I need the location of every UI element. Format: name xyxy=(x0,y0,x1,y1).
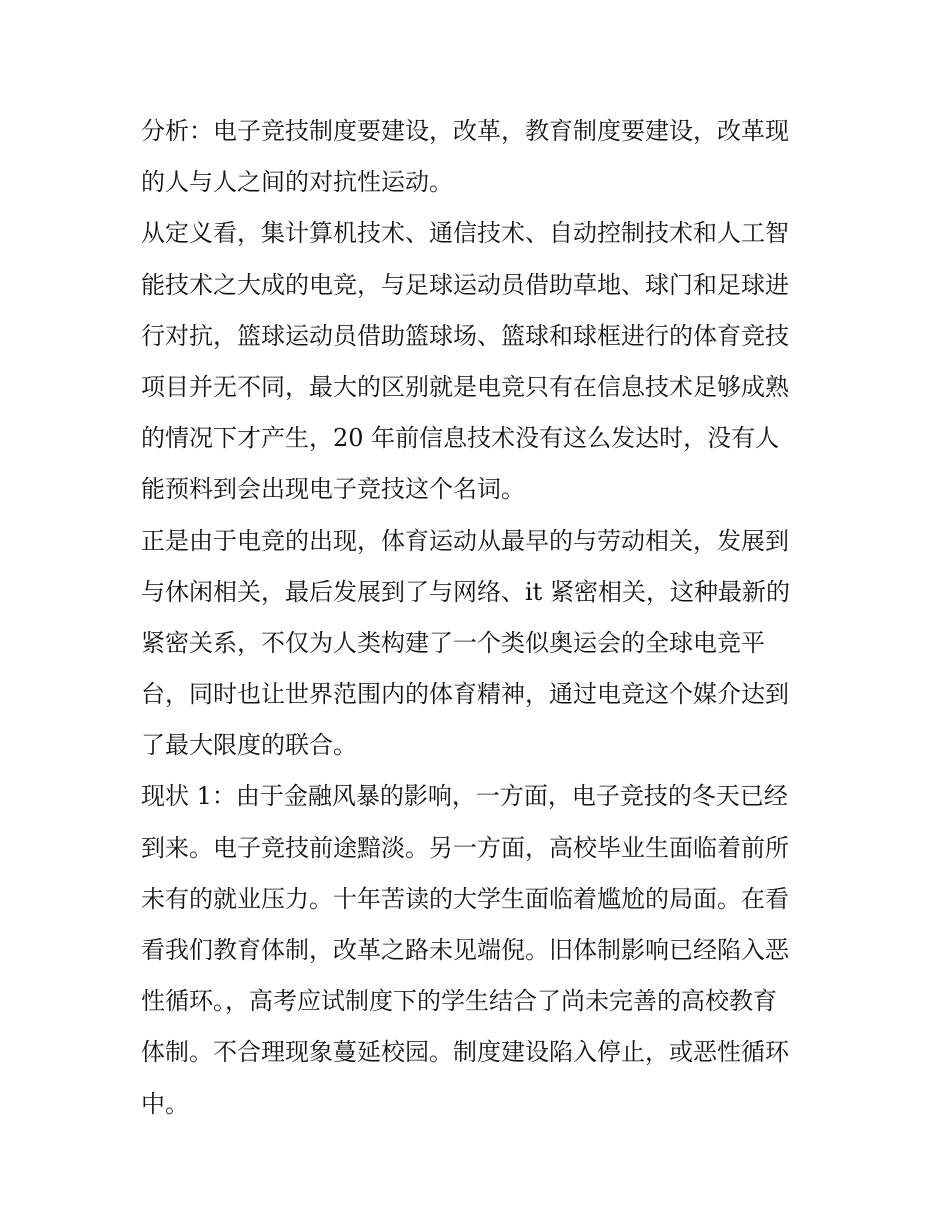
text-line: 与休闲相关，最后发展到了与网络、it 紧密相关，这种最新的 xyxy=(141,577,790,606)
text-line: 了最大限度的联合。 xyxy=(141,731,357,760)
text-line: 正是由于电竞的出现，体育运动从最早的与劳动相关，发展到 xyxy=(141,526,789,555)
text-line: 中。 xyxy=(141,1089,189,1118)
paragraph-definition xyxy=(141,208,813,515)
paragraph-analysis xyxy=(141,106,813,208)
document-body xyxy=(141,106,813,1130)
text-line: 能预料到会出现电子竞技这个名词。 xyxy=(141,475,525,504)
text-line: 未有的就业压力。十年苦读的大学生面临着尴尬的局面。在看 xyxy=(141,884,789,913)
text-line: 看我们教育体制，改革之路未见端倪。旧体制影响已经陷入恶 xyxy=(141,936,789,964)
paragraph-status-1 xyxy=(141,771,813,1129)
text-line: 性循环。，高考应试制度下的学生结合了尚未完善的高校教育 xyxy=(141,987,777,1016)
text-line: 从定义看，集计算机技术、通信技术、自动控制技术和人工智 xyxy=(141,219,789,248)
text-line: 分析：电子竞技制度要建设，改革，教育制度要建设，改革现 xyxy=(141,117,789,145)
text-line: 紧密关系，不仅为人类构建了一个类似奥运会的全球电竞平 xyxy=(141,628,765,657)
text-line: 项目并无不同，最大的区别就是电竞只有在信息技术足够成熟 xyxy=(141,372,789,401)
text-line: 行对抗，篮球运动员借助篮球场、篮球和球框进行的体育竞技 xyxy=(141,321,789,350)
text-line: 体制。不合理现象蔓延校园。制度建设陷入停止，或恶性循环 xyxy=(141,1038,789,1067)
paragraph-emergence xyxy=(141,516,813,772)
text-line: 的人与人之间的对抗性运动。 xyxy=(141,168,453,197)
text-line: 现状 1：由于金融风暴的影响，一方面，电子竞技的冬天已经 xyxy=(141,782,788,811)
text-line: 能技术之大成的电竞，与足球运动员借助草地、球门和足球进 xyxy=(141,270,789,299)
text-line: 的情况下才产生，20 年前信息技术没有这么发达时，没有人 xyxy=(141,424,780,453)
text-line: 台，同时也让世界范围内的体育精神，通过电竞这个媒介达到 xyxy=(141,680,789,709)
text-line: 到来。电子竞技前途黯淡。另一方面，高校毕业生面临着前所 xyxy=(141,833,789,862)
